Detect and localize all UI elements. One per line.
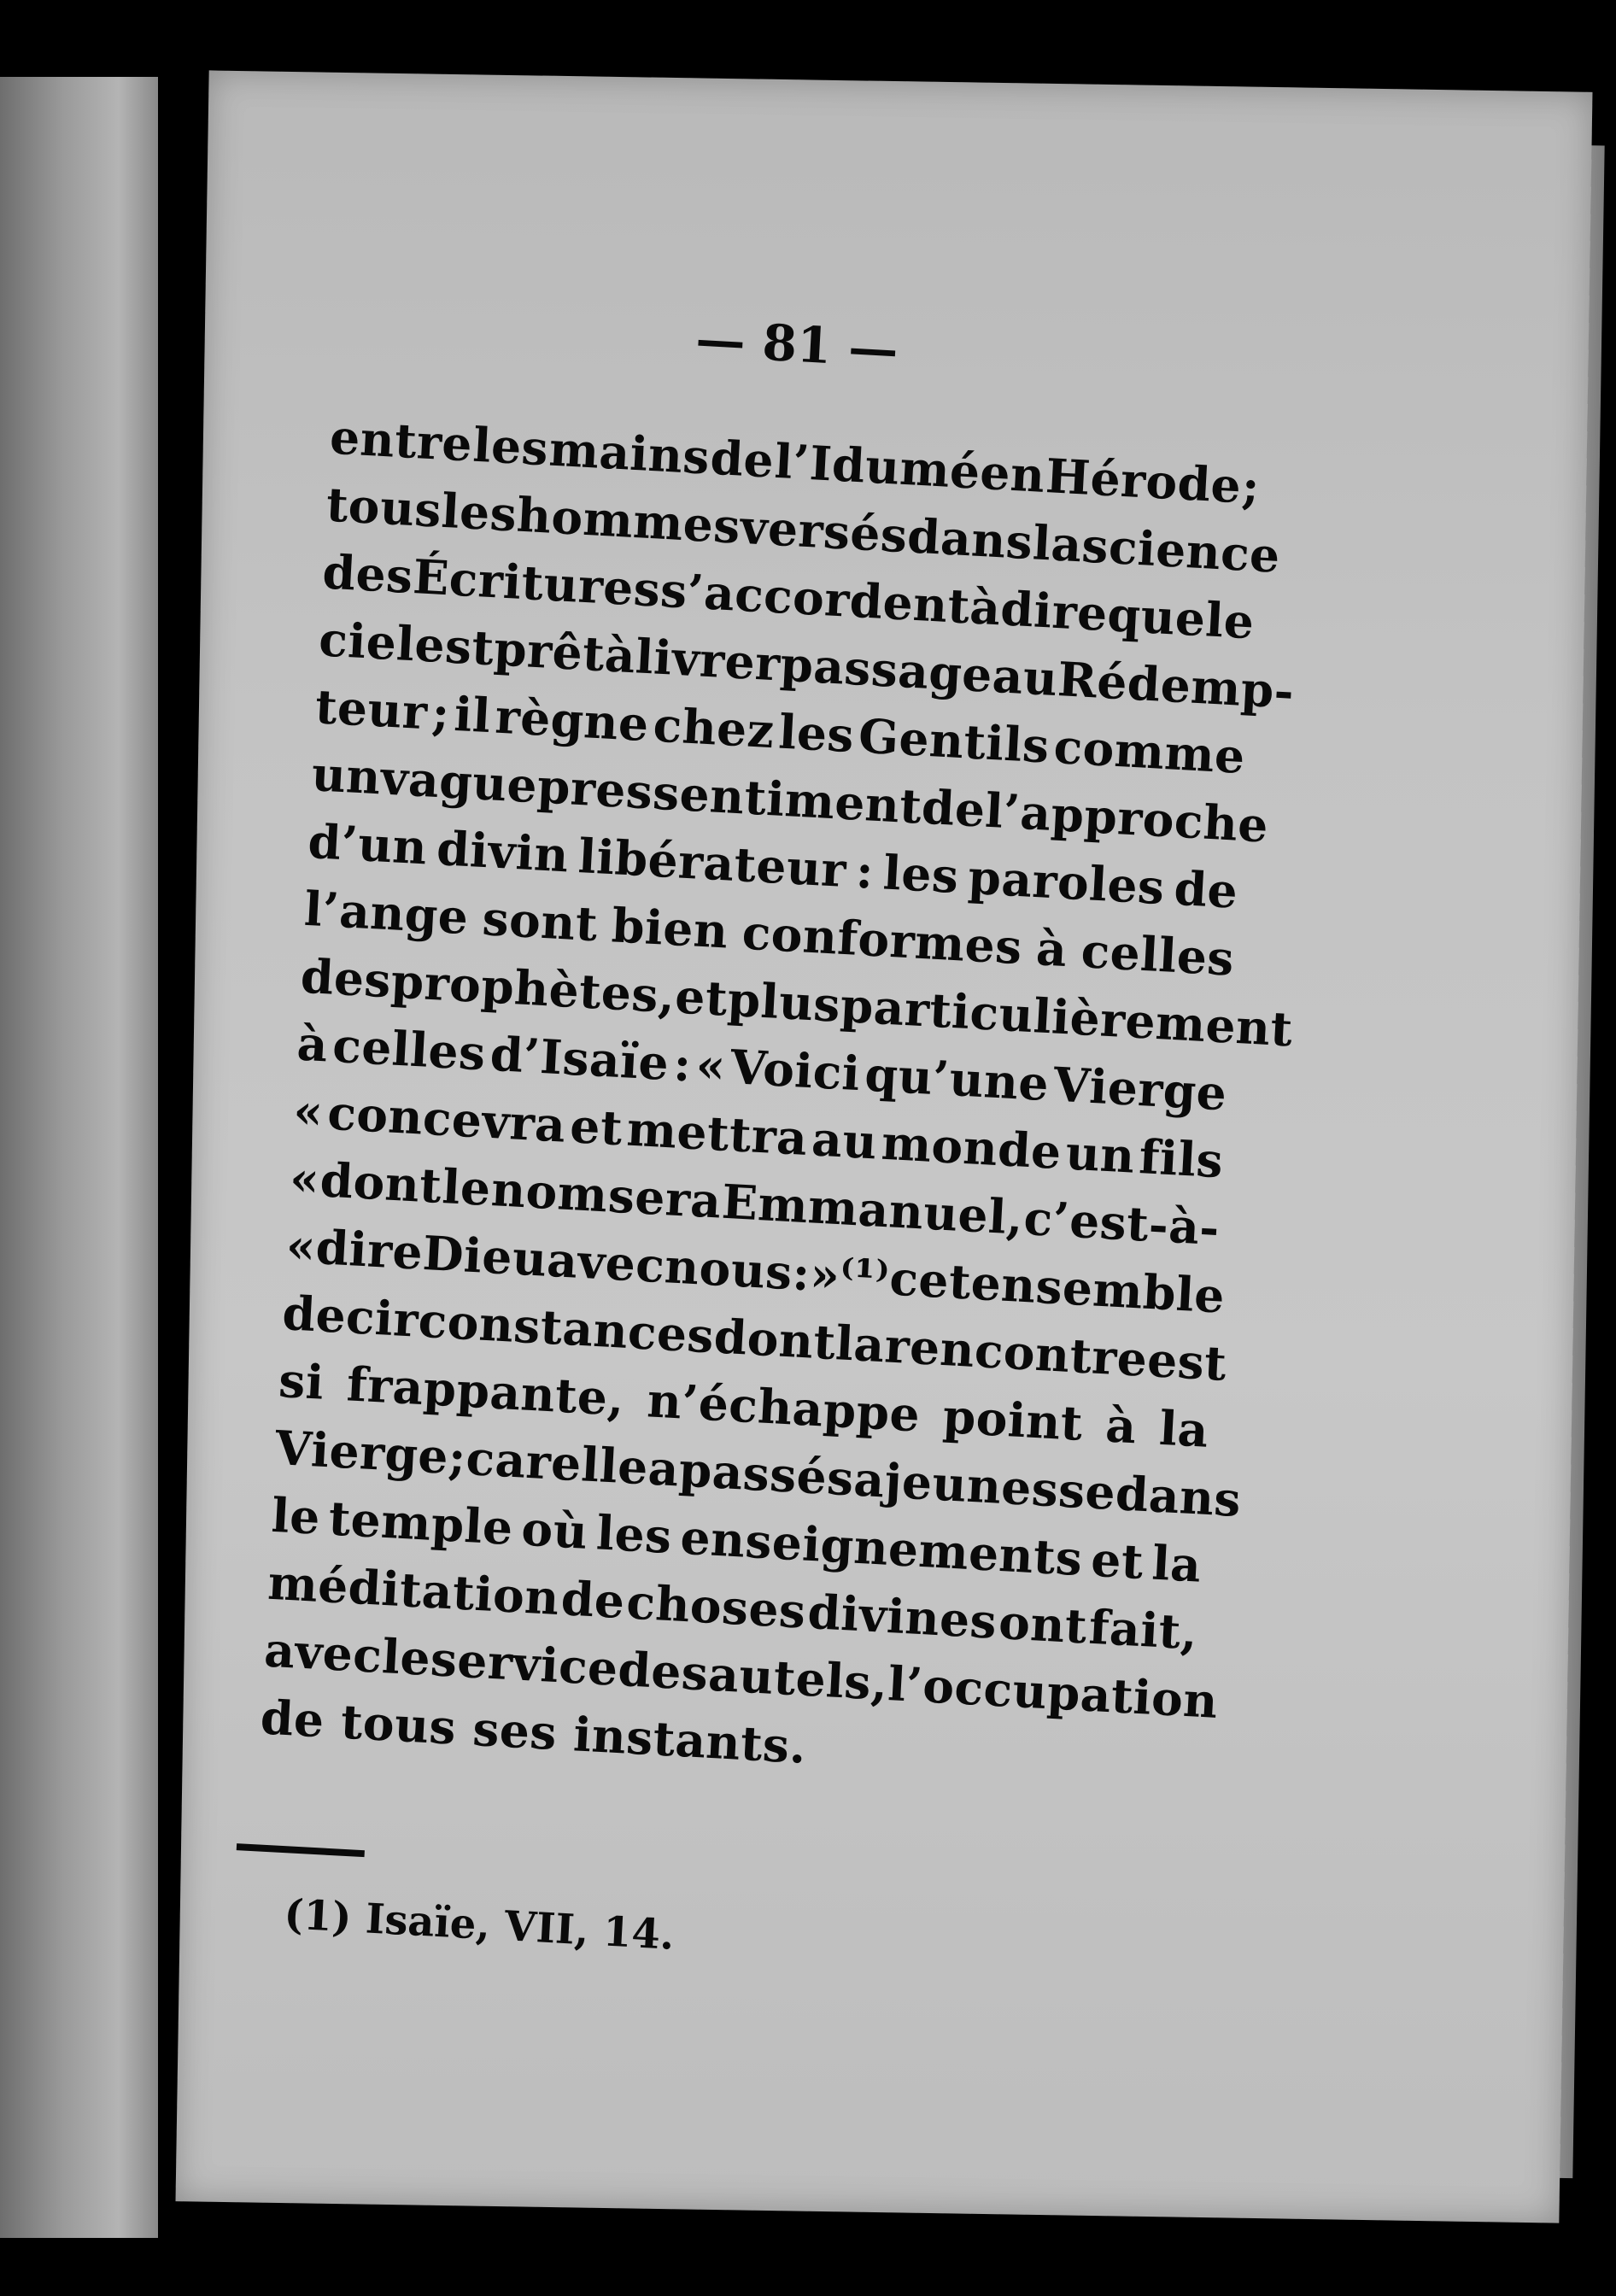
- word: ciel: [317, 611, 417, 672]
- word: des: [321, 543, 415, 605]
- word: à: [296, 1015, 330, 1073]
- word: conformes: [741, 904, 1024, 975]
- word: c’est-à-: [1022, 1189, 1221, 1256]
- word: au: [991, 647, 1060, 707]
- word: Rédemp-: [1056, 651, 1296, 720]
- word: la: [1151, 1534, 1203, 1593]
- word: concevra: [325, 1084, 568, 1153]
- word: particulièrement: [839, 976, 1295, 1057]
- word: le: [1203, 591, 1256, 650]
- word: avec: [262, 1621, 384, 1684]
- word: paroles: [966, 848, 1167, 916]
- book-page: [176, 70, 1593, 2223]
- word: les: [440, 482, 518, 542]
- word: ;: [447, 1428, 468, 1485]
- word: sera: [606, 1167, 723, 1229]
- word: fils: [1138, 1128, 1225, 1189]
- word: hommes: [515, 486, 742, 554]
- word: la: [834, 1315, 887, 1374]
- word: prêt: [492, 620, 606, 682]
- word: :: [671, 1035, 694, 1092]
- word: nous:: [663, 1238, 812, 1302]
- word: celles: [331, 1016, 488, 1081]
- word: pressentiment: [536, 758, 923, 835]
- word: circonstances: [344, 1288, 716, 1364]
- word: science: [1080, 517, 1282, 583]
- footnote-rule: [237, 1843, 365, 1857]
- word: divin: [435, 820, 571, 883]
- word: tous: [339, 1693, 475, 1756]
- word: choses: [624, 1573, 808, 1639]
- page-number: — 81 —: [694, 309, 900, 379]
- word: dire: [314, 1219, 424, 1280]
- word: qu’une: [863, 1046, 1051, 1112]
- word: celles: [1080, 922, 1236, 987]
- word: plus: [726, 970, 842, 1033]
- word: teur: [313, 678, 430, 741]
- word: de: [559, 1570, 627, 1630]
- word: ont: [997, 1594, 1089, 1655]
- word: de: [920, 778, 987, 838]
- word: si: [277, 1352, 326, 1410]
- word: l’occupation: [886, 1655, 1220, 1729]
- word: est: [413, 616, 496, 676]
- word: Voici: [729, 1039, 862, 1102]
- word: Hérode: [1044, 448, 1243, 514]
- word: passage: [778, 636, 994, 703]
- word: «: [291, 1082, 325, 1140]
- word: versés: [739, 498, 910, 564]
- word: dire: [998, 580, 1110, 642]
- word: frappante,: [345, 1356, 626, 1426]
- word: est: [1145, 1331, 1228, 1391]
- word: livrer: [634, 628, 782, 692]
- word: comme: [1052, 718, 1247, 785]
- word: point: [941, 1388, 1085, 1451]
- word: règne: [494, 688, 651, 753]
- word: Dieu: [421, 1224, 549, 1287]
- word: dans: [905, 507, 1035, 571]
- word: mains: [547, 420, 711, 485]
- word: ses: [471, 1700, 576, 1762]
- word: dont: [712, 1308, 838, 1371]
- word: Gentils: [857, 707, 1051, 774]
- word: autels,: [706, 1645, 890, 1711]
- word: nom: [489, 1161, 610, 1223]
- word: Emmanuel,: [720, 1173, 1025, 1245]
- word: que: [1105, 586, 1208, 647]
- word: elle: [549, 1434, 650, 1496]
- word: de: [259, 1689, 343, 1749]
- word: l’Iduméen: [773, 432, 1047, 503]
- word: «: [694, 1036, 728, 1094]
- word: à: [1034, 920, 1069, 978]
- word: entre: [328, 408, 474, 472]
- word: à: [603, 626, 637, 684]
- word: ;: [1240, 458, 1262, 515]
- word: car: [465, 1430, 553, 1491]
- word: Vierge: [1051, 1056, 1229, 1122]
- word: vague: [379, 749, 539, 814]
- word: où: [519, 1500, 590, 1560]
- word: s’accordent: [659, 561, 972, 635]
- word: l’ange: [302, 880, 471, 946]
- word: passé: [677, 1441, 829, 1505]
- word: »⁽¹⁾: [808, 1245, 892, 1306]
- word: à: [1104, 1397, 1139, 1455]
- word: méditation: [266, 1554, 561, 1626]
- word: de: [1173, 859, 1239, 919]
- word: bien: [610, 897, 730, 959]
- word: cet: [887, 1250, 973, 1310]
- word: il: [453, 685, 493, 744]
- word: et: [1089, 1531, 1145, 1590]
- word: les: [471, 416, 550, 477]
- word: des: [299, 947, 393, 1009]
- word: et: [673, 968, 729, 1027]
- page-content: [249, 290, 1296, 1987]
- word: tous: [325, 476, 443, 538]
- word: :: [854, 842, 875, 899]
- word: jeunesse: [883, 1452, 1117, 1521]
- word: chez: [652, 696, 776, 759]
- word: monde: [880, 1114, 1063, 1180]
- word: divines: [806, 1583, 998, 1649]
- word: mettra: [625, 1100, 810, 1166]
- word: de: [281, 1285, 348, 1344]
- word: ensemble: [969, 1254, 1227, 1324]
- word: l’approche: [983, 782, 1270, 853]
- word: temple: [327, 1490, 515, 1555]
- word: rencontre: [883, 1317, 1150, 1387]
- word: prophètes,: [389, 952, 677, 1024]
- word: les: [777, 703, 856, 764]
- word: ;: [430, 684, 452, 741]
- word: la: [1157, 1399, 1210, 1458]
- word: a: [647, 1439, 681, 1497]
- word: au: [810, 1110, 879, 1170]
- word: de: [709, 429, 776, 489]
- word: d’Isaïe: [489, 1025, 670, 1092]
- word: n’échappe: [646, 1372, 922, 1443]
- word: les: [594, 1504, 674, 1565]
- word: enseignements: [679, 1508, 1085, 1587]
- word: Écritures: [411, 548, 663, 618]
- word: sa: [825, 1449, 887, 1508]
- word: d’un: [307, 812, 429, 876]
- word: et: [568, 1098, 624, 1157]
- word: Vierge: [273, 1419, 450, 1485]
- word: avec: [545, 1231, 667, 1294]
- body-text: [259, 403, 1296, 1801]
- word: service: [429, 1631, 620, 1696]
- word: fait,: [1087, 1598, 1199, 1660]
- word: la: [1031, 514, 1084, 573]
- word: «: [288, 1150, 321, 1208]
- word: libérateur: [577, 828, 848, 898]
- word: des: [616, 1640, 711, 1702]
- word: un: [1064, 1124, 1137, 1184]
- word: le: [270, 1486, 322, 1545]
- word: dont: [319, 1151, 443, 1214]
- word: le: [380, 1628, 432, 1686]
- facing-page-edge: [0, 77, 158, 2238]
- word: «: [284, 1217, 318, 1275]
- footnote: (1) Isaïe, VII, 14.: [283, 1890, 676, 1959]
- word: un: [310, 746, 383, 805]
- word: le: [441, 1158, 493, 1217]
- word: à: [968, 578, 1003, 636]
- word: sont: [481, 890, 600, 952]
- word: instants.: [571, 1706, 808, 1774]
- word: les: [881, 844, 961, 905]
- word: dans: [1114, 1465, 1243, 1528]
